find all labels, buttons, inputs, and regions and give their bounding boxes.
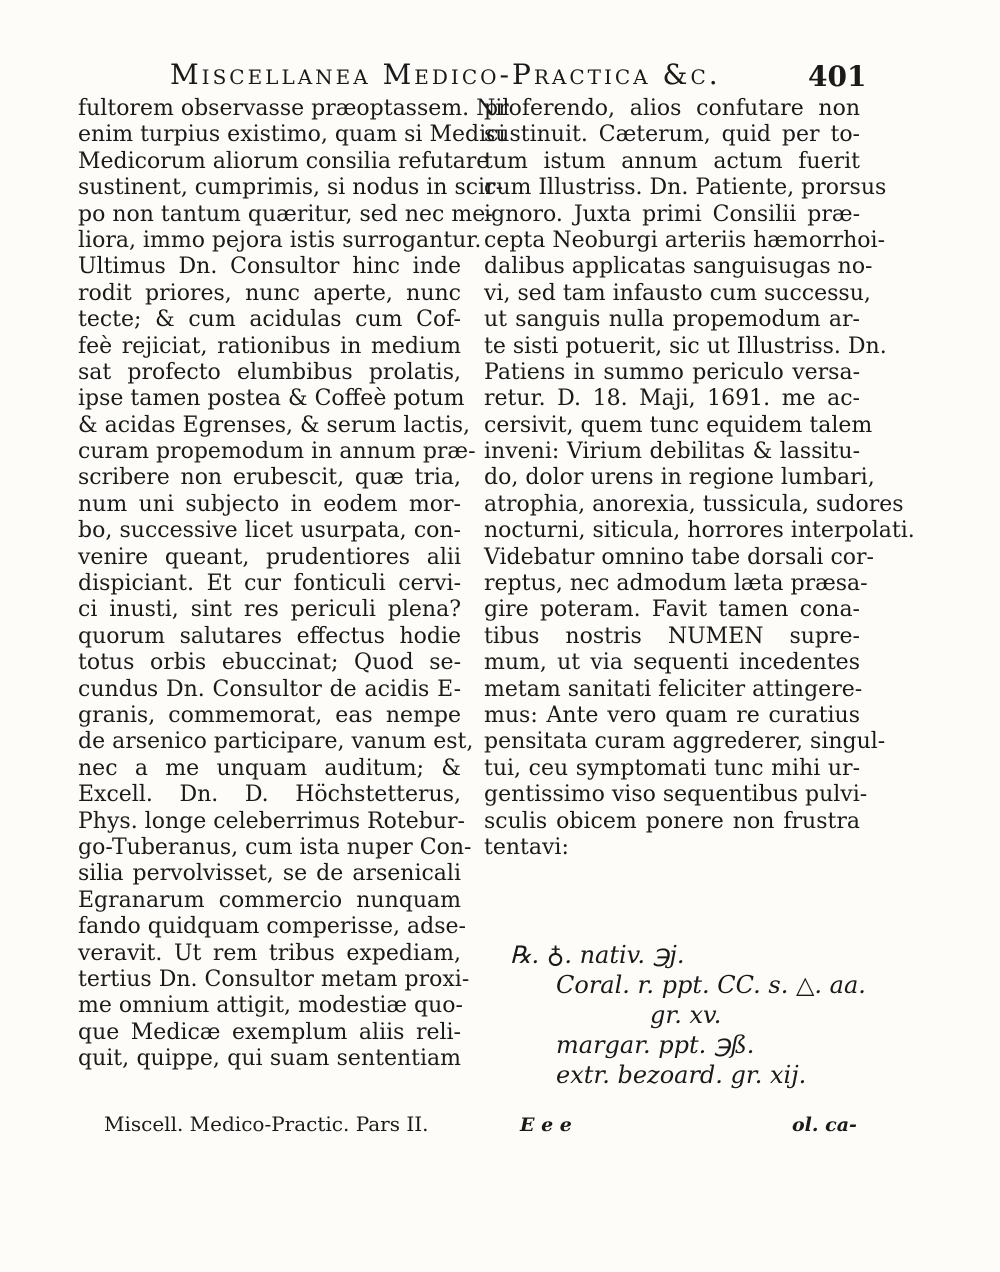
text-line: ut sanguis nulla propemodum ar- [484,307,860,333]
text-line: quorum salutares effectus hodie [78,623,461,649]
text-line: totus orbis ebuccinat; Quod se- [78,650,461,676]
text-line: gentissimo viso sequentibus pulvi- [484,782,868,808]
text-line: atrophia, anorexia, tussicula, sudores [484,491,904,517]
text-line: tum istum annum actum fuerit [484,148,860,174]
text-line: nocturni, siticula, horrores interpolati. [484,518,915,544]
text-line: liora, immo pejora istis surrogantur. [78,227,482,253]
text-line: Phys. longe celeberrimus Rotebur- [78,808,465,834]
text-line: num uni subjecto in eodem mor- [78,491,461,517]
text-line: tui, ceu symptomati tunc mihi ur- [484,755,860,781]
text-line: silia pervolvisset, se de arsenicali [78,861,461,887]
text-line: metam sanitati feliciter attingere- [484,676,863,702]
text-line: sat profecto elumbibus prolatis, [78,359,461,385]
page-number: 401 [808,60,867,93]
text-line: do, dolor urens in regione lumbari, [484,465,875,491]
text-line: veravit. Ut rem tribus expediam, [78,940,461,966]
text-line: cum Illustriss. Dn. Patiente, prorsus [484,175,887,201]
text-line: tentavi: [484,834,569,860]
text-line: Videbatur omnino tabe dorsali cor- [484,544,874,570]
running-title: Miscellanea Medico-Practica &c. [170,58,721,91]
text-line: granis, commemorat, eas nempe [78,702,461,728]
text-line: po non tantum quæritur, sed nec me- [78,201,493,227]
text-line: mus: Ante vero quam re curatius [484,702,860,728]
text-line: gire poteram. Favit tamen cona- [484,597,860,623]
prescription-line: extr. bezoard. gr. xij. [556,1061,807,1089]
text-line: dispiciant. Et cur fonticuli cervi- [78,571,461,597]
text-line: me omnium attigit, modestiæ quo- [78,993,463,1019]
text-line: ipse tamen postea & Coffeè potum [78,386,465,412]
text-line: fando quidquam comperisse, adse- [78,914,466,940]
text-line: quit, quippe, qui suam sententiam [78,1046,461,1072]
text-line: curam propemodum in annum præ- [78,439,476,465]
prescription-line: margar. ppt. ℈ß. [556,1031,755,1059]
prescription-line: Coral. r. ppt. CC. s. △. aa. [556,971,866,999]
text-line: Ultimus Dn. Consultor hinc inde [78,254,461,280]
prescription-block [510,940,866,1090]
prescription-line: gr. xv. [650,1001,722,1029]
text-line: enim turpius existimo, quam si Medici [78,122,506,148]
text-line: bo, successive licet usurpata, con- [78,518,461,544]
text-line: vi, sed tam infausto cum successu, [484,280,871,306]
text-line: feè rejiciat, rationibus in medium [78,333,461,359]
left-text-column [78,96,510,1072]
text-line: sustinuit. Cæterum, quid per to- [484,122,860,148]
signature-mark: E e e [520,1114,572,1136]
text-line: te sisti potuerit, sic ut Illustriss. Dn. [484,333,887,359]
text-line: cersivit, quem tunc equidem talem [484,412,873,438]
text-line: sustinent, cumprimis, si nodus in scir- [78,175,504,201]
right-text-column [484,96,915,861]
text-line: de arsenico participare, vanum est, [78,729,474,755]
text-line: dalibus applicatas sanguisugas no- [484,254,873,280]
text-line: tecte; & cum acidulas cum Cof- [78,307,461,333]
text-line: proferendo, alios confutare non [484,96,860,121]
volume-footer: Miscell. Medico-Practic. Pars II. [104,1112,429,1136]
text-line: go-Tuberanus, cum ista nuper Con- [78,834,472,860]
text-line: Medicorum aliorum consilia refutare [78,148,490,174]
text-line: que Medicæ exemplum aliis reli- [78,1019,461,1045]
text-line: reptus, nec admodum læta præsa- [484,571,868,597]
text-line: ci inusti, sint res periculi plena? [78,597,461,623]
catchword: ol. ca- [792,1114,857,1136]
text-line: inveni: Virium debilitas & lassitu- [484,439,860,465]
text-line: cundus Dn. Consultor de acidis E- [78,676,461,702]
text-line: Excell. Dn. D. Höchstetterus, [78,782,461,808]
text-line: rodit priores, nunc aperte, nunc [78,280,461,306]
text-line: mum, ut via sequenti incedentes [484,650,860,676]
text-line: venire queant, prudentiores alii [78,544,461,570]
text-line: retur. D. 18. Maji, 1691. me ac- [484,386,860,412]
text-line: & acidas Egrenses, & serum lactis, [78,412,471,438]
text-line: Egranarum commercio nunquam [78,887,461,913]
text-line: pensitata curam aggrederer, singul- [484,729,886,755]
text-line: ignoro. Juxta primi Consilii præ- [484,201,860,227]
prescription-line: ℞. ♁. nativ. ℈j. [510,941,685,969]
text-line: scribere non erubescit, quæ tria, [78,465,461,491]
text-line: sculis obicem ponere non frustra [484,808,860,834]
text-line: Patiens in summo periculo versa- [484,359,860,385]
text-line: tertius Dn. Consultor metam proxi- [78,966,470,992]
text-line: nec a me unquam auditum; & [78,755,461,781]
text-line: fultorem observasse præoptassem. Nil [78,96,510,121]
text-line: tibus nostris NUMEN supre- [484,623,860,649]
text-line: cepta Neoburgi arteriis hæmorrhoi- [484,227,886,253]
